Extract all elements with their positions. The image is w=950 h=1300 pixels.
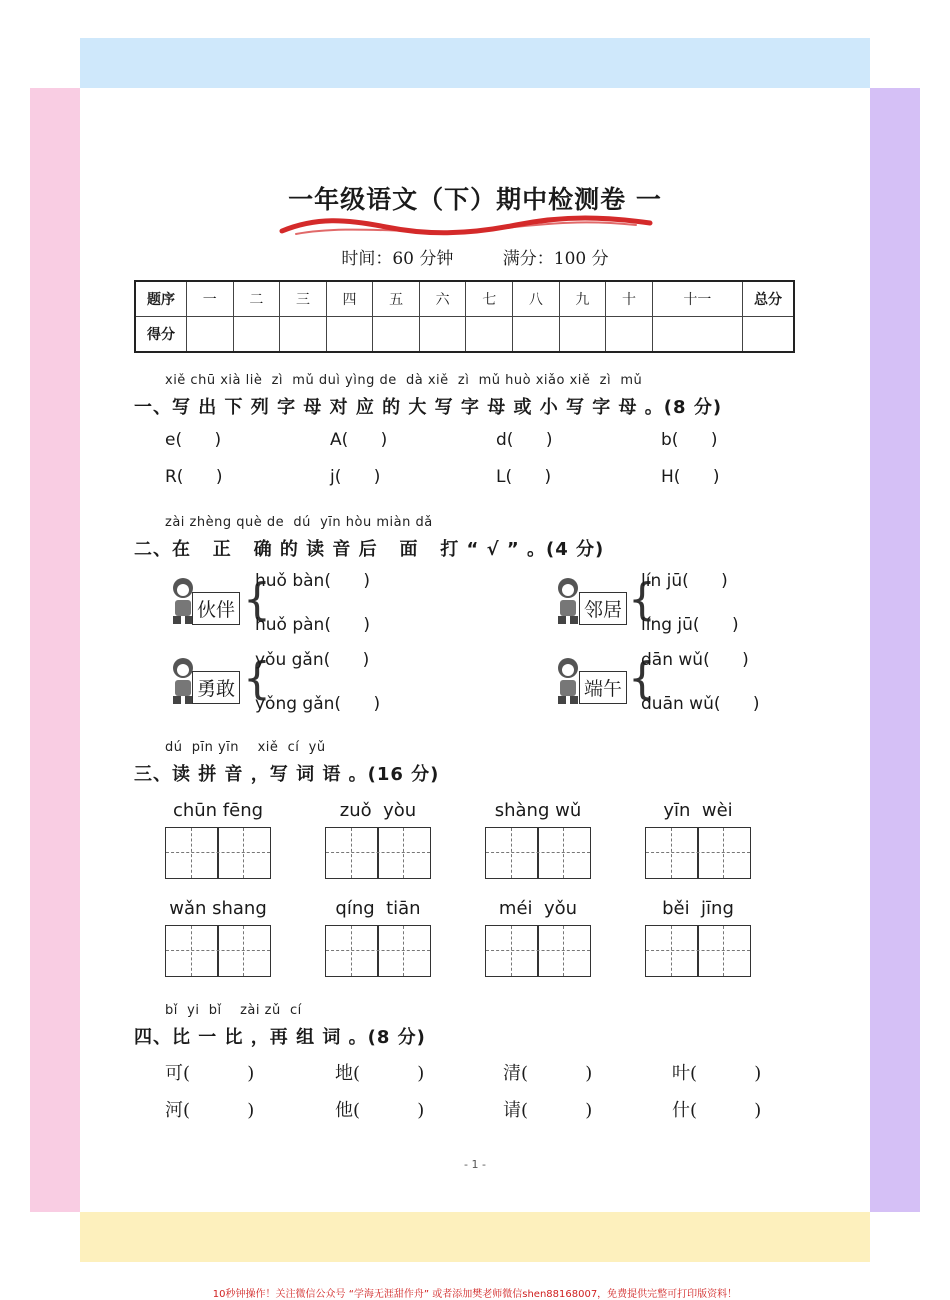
pinyin-option[interactable]: huǒ pàn( ) bbox=[255, 615, 371, 635]
compare-item[interactable]: 河( ) bbox=[165, 1100, 255, 1121]
pinyin-option[interactable]: líng jū( ) bbox=[641, 615, 739, 635]
pinyin-prompt: méi yǒu bbox=[498, 898, 578, 919]
title-brush-stroke bbox=[276, 215, 656, 239]
score-cell[interactable] bbox=[559, 317, 606, 353]
score-cell[interactable] bbox=[233, 317, 280, 353]
word-card: 伙伴 bbox=[192, 592, 240, 625]
writing-grid[interactable] bbox=[165, 827, 271, 879]
score-header-cell: 八 bbox=[513, 281, 560, 317]
letter-item[interactable]: b( ) bbox=[661, 430, 718, 450]
section1-heading: 一、写 出 下 列 字 母 对 应 的 大 写 字 母 或 小 写 字 母 。(8 分) bbox=[134, 397, 723, 418]
pinyin-prompt: shàng wǔ bbox=[494, 800, 582, 821]
score-cell[interactable] bbox=[326, 317, 373, 353]
score-header-cell: 十 bbox=[606, 281, 653, 317]
section4-pinyin: bǐ yi bǐ zài zǔ cí bbox=[165, 1003, 302, 1018]
pinyin-prompt: zuǒ yòu bbox=[339, 800, 417, 821]
letter-item[interactable]: d( ) bbox=[496, 430, 553, 450]
writing-grid[interactable] bbox=[485, 925, 591, 977]
compare-item[interactable]: 请( ) bbox=[503, 1100, 593, 1121]
full-score-label: 满分：100 分 bbox=[502, 249, 609, 269]
pinyin-option[interactable]: huǒ bàn( ) bbox=[255, 571, 371, 591]
score-cell[interactable] bbox=[652, 317, 742, 353]
pinyin-option[interactable]: yǒng gǎn( ) bbox=[255, 694, 381, 714]
time-label: 时间：60 分钟 bbox=[341, 249, 454, 269]
brace-icon: { bbox=[628, 653, 656, 704]
letter-item[interactable]: j( ) bbox=[330, 467, 381, 487]
promo-footer: 10秒钟操作！关注微信公众号 “学海无涯甜作舟” 或者添加樊老师微信shen88168007，免费提供完整可打印版资料！ bbox=[212, 1289, 738, 1300]
score-row-label: 得分 bbox=[135, 317, 187, 353]
bottom-color-band bbox=[80, 1212, 870, 1262]
section2-pinyin: zài zhèng què de dú yīn hòu miàn dǎ bbox=[165, 515, 433, 530]
top-color-band bbox=[80, 38, 870, 88]
word-card: 端午 bbox=[579, 671, 627, 704]
letter-item[interactable]: H( ) bbox=[661, 467, 720, 487]
score-header-cell: 二 bbox=[233, 281, 280, 317]
score-header-cell: 十一 bbox=[652, 281, 742, 317]
compare-item[interactable]: 他( ) bbox=[335, 1100, 425, 1121]
score-cell[interactable] bbox=[419, 317, 466, 353]
score-header-cell: 题序 bbox=[135, 281, 187, 317]
score-table-header-row bbox=[135, 281, 794, 317]
pinyin-option[interactable]: dān wǔ( ) bbox=[641, 650, 749, 670]
section4-heading: 四、比 一 比 ，再 组 词 。(8 分) bbox=[134, 1027, 426, 1048]
writing-grid[interactable] bbox=[485, 827, 591, 879]
score-header-cell: 七 bbox=[466, 281, 513, 317]
compare-item[interactable]: 可( ) bbox=[165, 1063, 255, 1084]
letter-item[interactable]: L( ) bbox=[496, 467, 552, 487]
brace-icon: { bbox=[628, 574, 656, 625]
compare-item[interactable]: 什( ) bbox=[672, 1100, 762, 1121]
exam-title: 一年级语文（下）期中检测卷 一 bbox=[288, 185, 662, 214]
compare-item[interactable]: 清( ) bbox=[503, 1063, 593, 1084]
writing-grid[interactable] bbox=[645, 827, 751, 879]
word-card: 邻居 bbox=[579, 592, 627, 625]
pinyin-prompt: chūn fēng bbox=[172, 800, 264, 821]
pinyin-option[interactable]: yǒu gǎn( ) bbox=[255, 650, 370, 670]
score-header-cell: 九 bbox=[559, 281, 606, 317]
section3-heading: 三、读 拼 音 ，写 词 语 。(16 分) bbox=[134, 764, 440, 785]
pinyin-prompt: qíng tiān bbox=[335, 898, 421, 919]
writing-grid[interactable] bbox=[325, 925, 431, 977]
writing-grid[interactable] bbox=[165, 925, 271, 977]
score-table-score-row bbox=[135, 317, 794, 353]
score-cell[interactable] bbox=[513, 317, 560, 353]
pinyin-option[interactable]: duān wǔ( ) bbox=[641, 694, 760, 714]
score-header-cell: 四 bbox=[326, 281, 373, 317]
letter-item[interactable]: R( ) bbox=[165, 467, 223, 487]
score-cell[interactable] bbox=[187, 317, 234, 353]
word-card: 勇敢 bbox=[192, 671, 240, 704]
score-header-cell: 总分 bbox=[743, 281, 795, 317]
writing-grid[interactable] bbox=[325, 827, 431, 879]
brace-icon: { bbox=[243, 574, 271, 625]
section2-heading: 二、在 正 确 的 读 音 后 面 打 “ √ ” 。(4 分) bbox=[134, 539, 605, 560]
pinyin-prompt: wǎn shang bbox=[169, 898, 267, 919]
letter-item[interactable]: A( ) bbox=[330, 430, 388, 450]
compare-item[interactable]: 叶( ) bbox=[672, 1063, 762, 1084]
writing-grid[interactable] bbox=[645, 925, 751, 977]
score-header-cell: 六 bbox=[419, 281, 466, 317]
time-score-row bbox=[0, 244, 950, 269]
letter-item[interactable]: e( ) bbox=[165, 430, 222, 450]
score-table bbox=[134, 280, 795, 353]
score-cell[interactable] bbox=[466, 317, 513, 353]
brace-icon: { bbox=[243, 653, 271, 704]
section1-pinyin: xiě chū xià liè zì mǔ duì yìng de dà xiě zì mǔ huò xiǎo xiě zì mǔ bbox=[165, 373, 643, 388]
page-number: - 1 - bbox=[464, 1158, 486, 1171]
compare-item[interactable]: 地( ) bbox=[335, 1063, 425, 1084]
section3-pinyin: dú pīn yīn xiě cí yǔ bbox=[165, 740, 326, 755]
score-cell[interactable] bbox=[280, 317, 327, 353]
pinyin-prompt: běi jīng bbox=[662, 898, 734, 919]
pinyin-prompt: yīn wèi bbox=[663, 800, 733, 821]
score-cell[interactable] bbox=[373, 317, 420, 353]
score-cell[interactable] bbox=[606, 317, 653, 353]
score-header-cell: 五 bbox=[373, 281, 420, 317]
score-cell[interactable] bbox=[743, 317, 795, 353]
score-header-cell: 三 bbox=[280, 281, 327, 317]
pinyin-option[interactable]: lín jū( ) bbox=[641, 571, 728, 591]
score-header-cell: 一 bbox=[187, 281, 234, 317]
